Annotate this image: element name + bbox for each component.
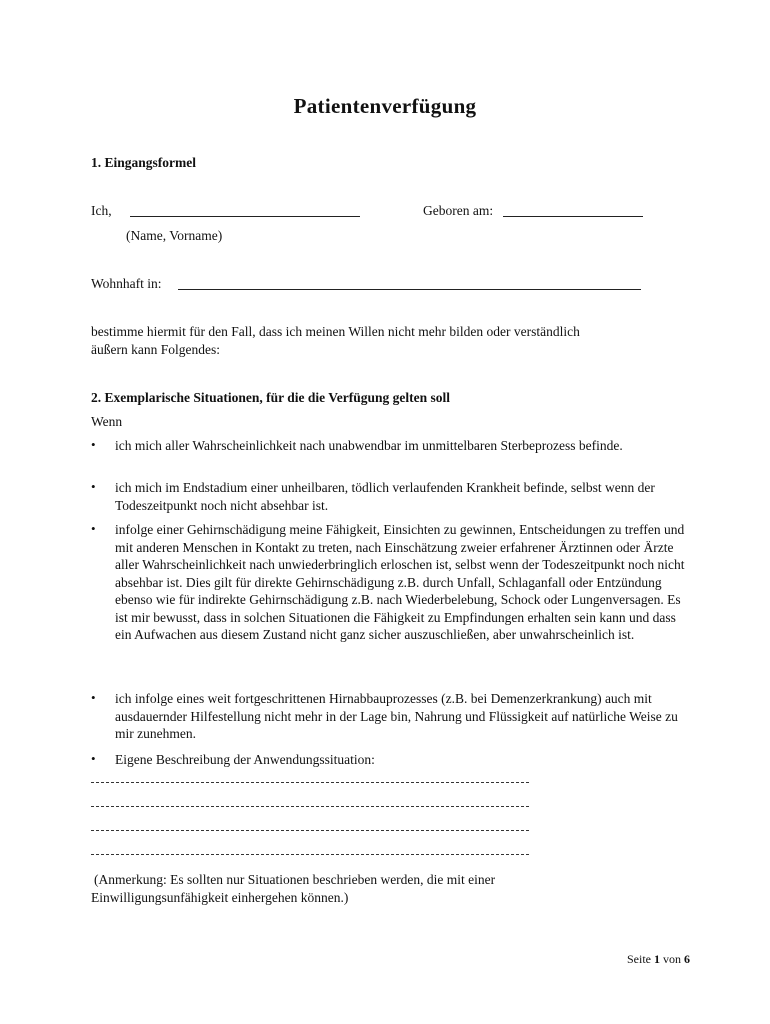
page-prefix: Seite xyxy=(627,952,651,966)
list-item: ich mich aller Wahrscheinlichkeit nach unabwendbar im unmittelbaren Sterbeprozess befinde. xyxy=(115,438,623,453)
list-item: infolge einer Gehirnschädigung meine Fähigkeit, Einsichten zu gewinnen, Entscheidungen zu treffen und mit anderen Menschen in Kontakt zu treten, nach Einschätzung zweier erfahrener Ärztinnen oder Ärzte aller Wahrscheinlichkeit nach unwiederbringlich erloschen ist, selbst wenn der Todeszeitpunkt noch nicht absehbar ist. Dies gilt für direkte Gehirnschädigung z.B. durch Unfall, Schlaganfall oder Entzündung ebenso wie für indirekte Gehirnschädigung z.B. nach Wiederbelebung, Schock oder Lungenversagen. Es ist mir bewusst, dass in solchen Situationen die Fähigkeit zu Empfindungen erhalten sein kann und dass ein Aufwachen aus diesem Zustand nicht ganz sicher auszuschließen, aber unwahrscheinlich ist. xyxy=(115,522,685,642)
name-input-line[interactable] xyxy=(130,216,360,217)
section-2-heading: 2. Exemplarische Situationen, für die die Verfügung gelten soll xyxy=(91,390,451,405)
page-number xyxy=(600,952,690,967)
description-line-3[interactable] xyxy=(91,830,529,831)
document-title: Patientenverfügung xyxy=(293,94,477,118)
statement-line-1: bestimme hiermit für den Fall, dass ich meinen Willen nicht mehr bilden oder verständlich xyxy=(91,324,580,339)
description-line-4[interactable] xyxy=(91,854,529,855)
description-line-2[interactable] xyxy=(91,806,529,807)
bullet-marker: • xyxy=(91,751,96,766)
page-middle: von xyxy=(663,952,681,966)
address-input-line[interactable] xyxy=(178,289,641,290)
geboren-label: Geboren am: xyxy=(423,203,494,218)
current-page: 1 xyxy=(654,952,660,966)
bullet-marker: • xyxy=(91,437,96,452)
description-line-1[interactable] xyxy=(91,782,529,783)
name-hint: (Name, Vorname) xyxy=(126,228,223,243)
note-line-1: (Anmerkung: Es sollten nur Situationen beschrieben werden, die mit einer xyxy=(94,872,496,887)
note-line-2: Einwilligungsunfähigkeit einhergehen können.) xyxy=(91,890,349,905)
intro-text: Wenn xyxy=(91,414,123,429)
wohnhaft-label: Wohnhaft in: xyxy=(91,276,162,291)
list-item: ich mich im Endstadium einer unheilbaren, tödlich verlaufenden Krankheit befinde, selbst wenn der Todeszeitpunkt noch nicht absehbar ist. xyxy=(115,480,655,513)
birthdate-input-line[interactable] xyxy=(503,216,643,217)
ich-label: Ich, xyxy=(91,203,112,218)
list-item: ich infolge eines weit fortgeschrittenen Hirnabbauprozesses (z.B. bei Demenzerkrankung) auch mit ausdauernder Hilfestellung nicht mehr in der Lage bin, Nahrung und Flüssigkeit auf natürliche Weise zu mir zunehmen. xyxy=(115,691,678,741)
bullet-marker: • xyxy=(91,690,96,705)
list-item: Eigene Beschreibung der Anwendungssituation: xyxy=(115,752,375,767)
section-1-heading: 1. Eingangsformel xyxy=(91,155,197,170)
total-pages: 6 xyxy=(684,952,690,966)
statement-line-2: äußern kann Folgendes: xyxy=(91,342,220,357)
bullet-marker: • xyxy=(91,479,96,494)
bullet-marker: • xyxy=(91,521,96,536)
